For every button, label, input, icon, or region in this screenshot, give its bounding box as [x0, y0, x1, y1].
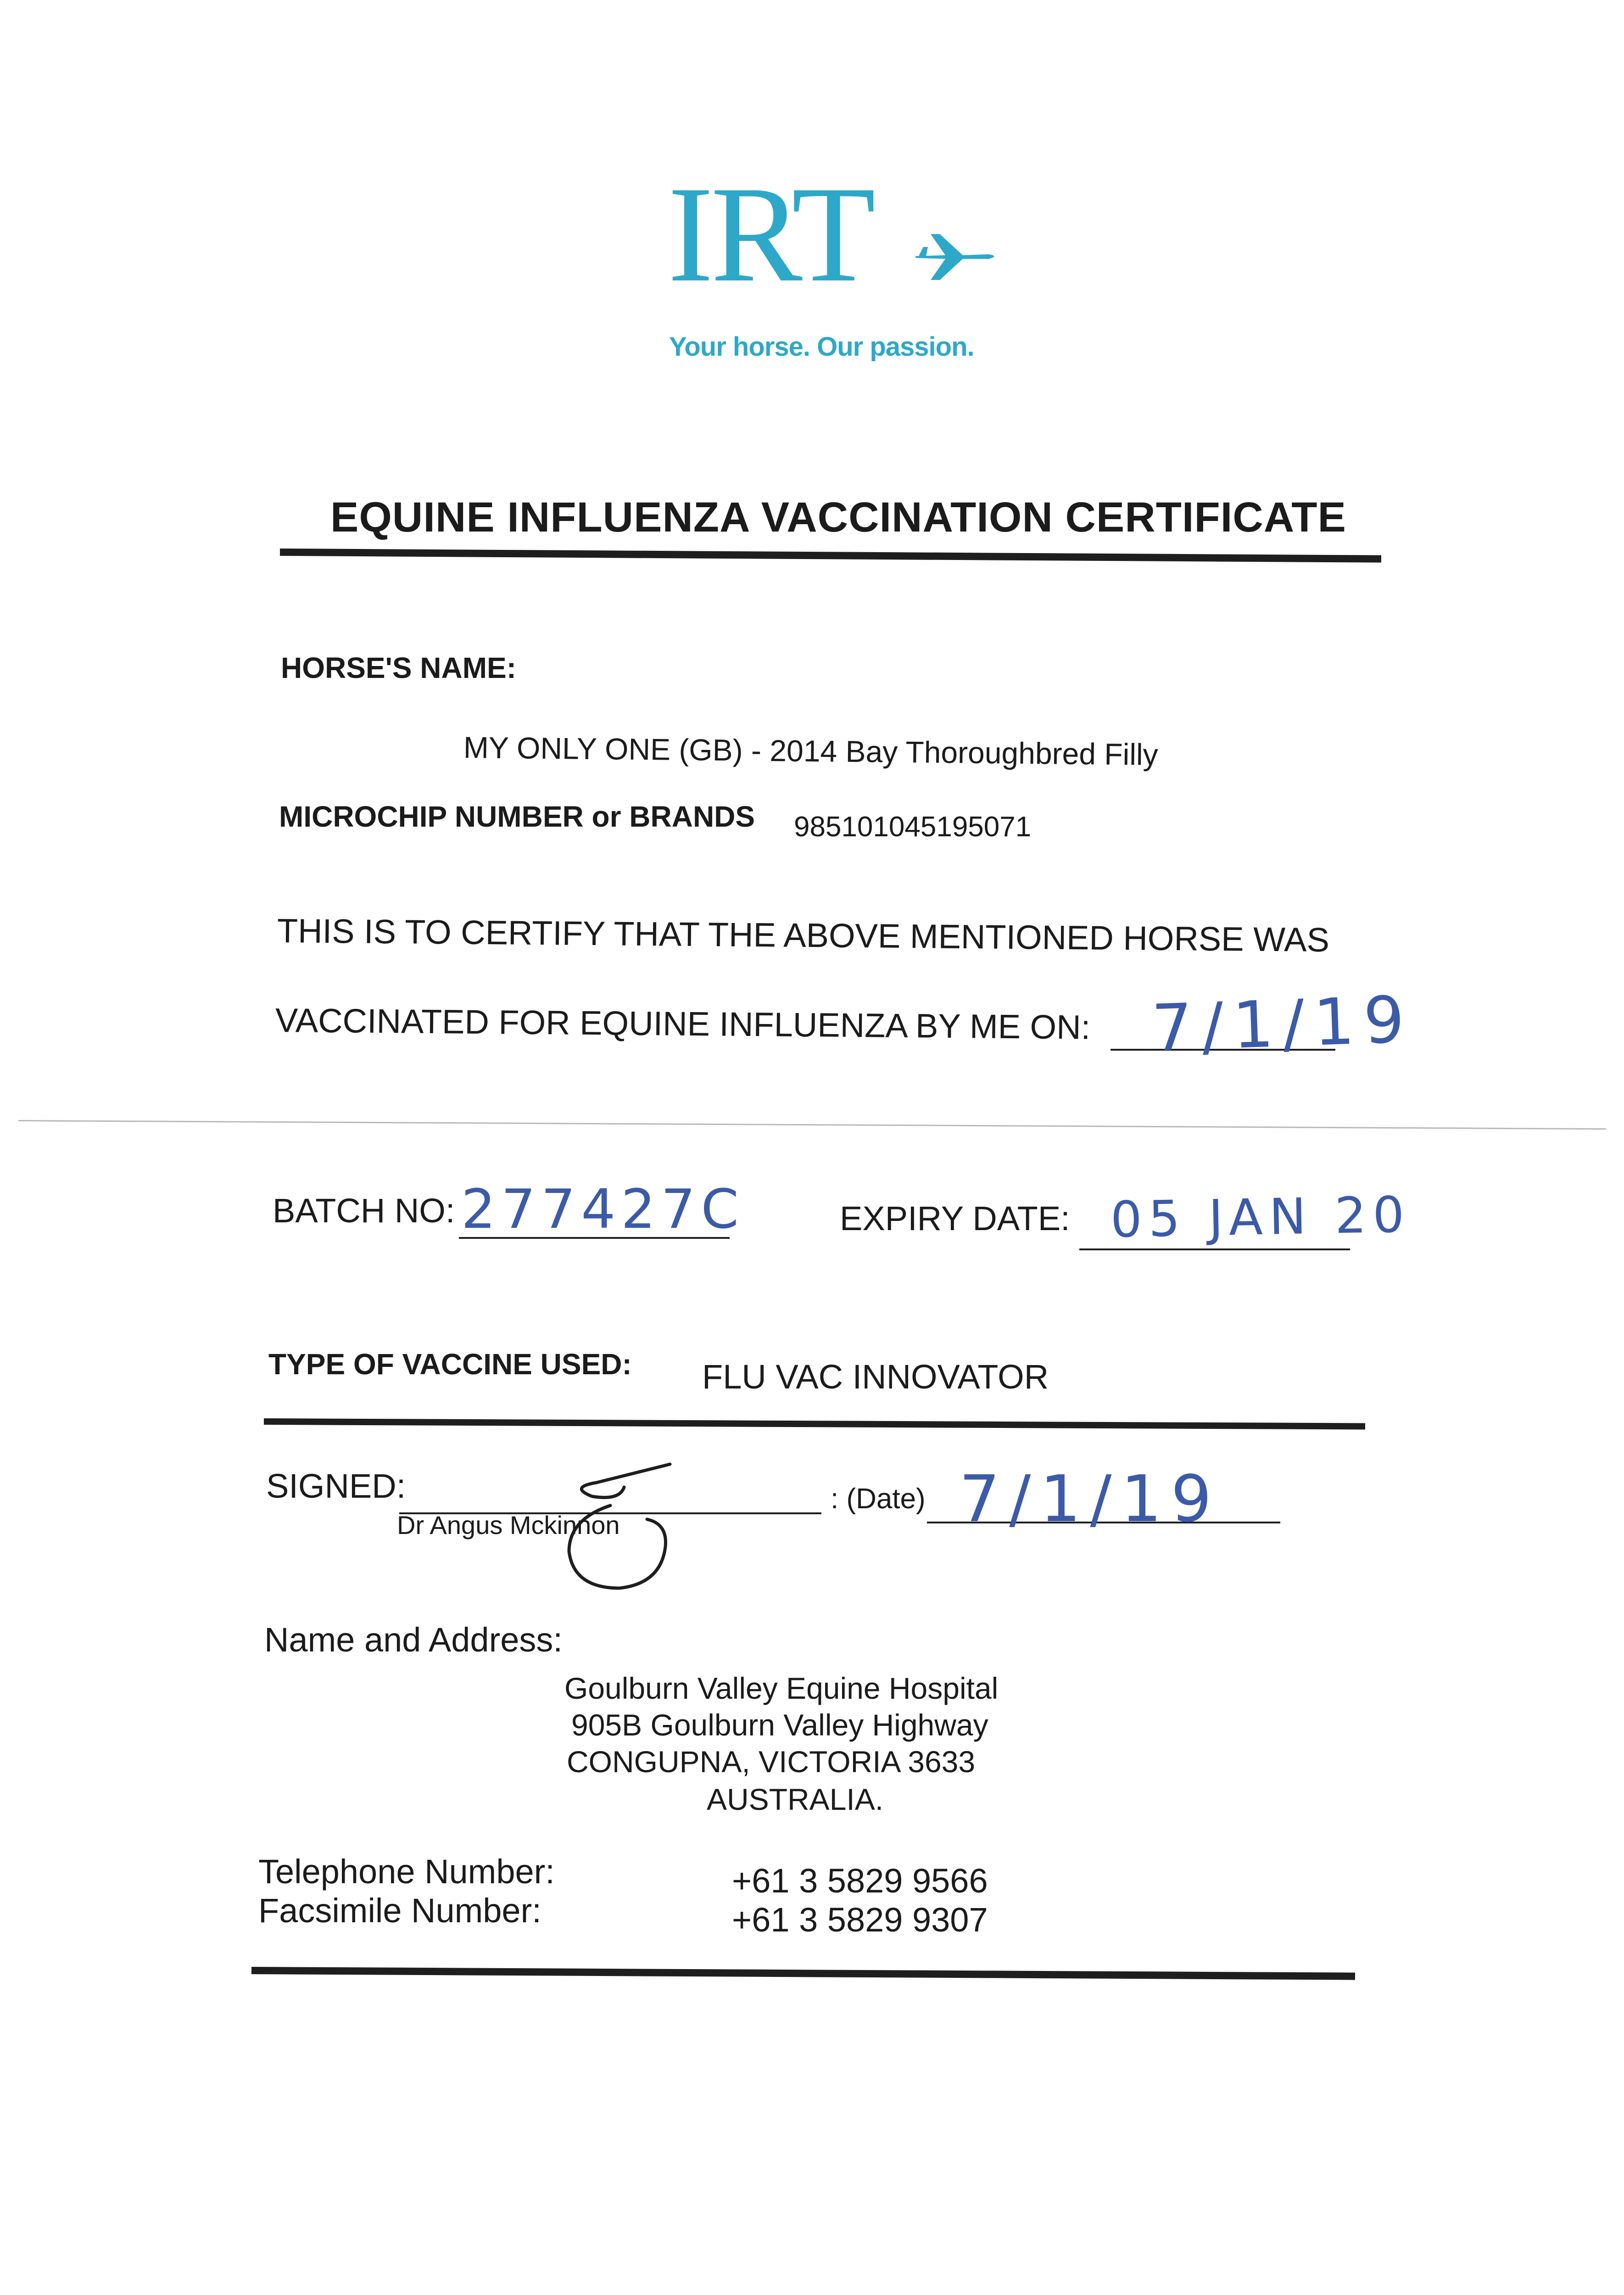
microchip-value: 985101045195071 [794, 811, 1032, 843]
fax-label: Facsimile Number: [258, 1892, 541, 1930]
signature-date-label: : (Date) [831, 1483, 926, 1515]
address-line4: AUSTRALIA. [707, 1782, 884, 1816]
horse-name-value: MY ONLY ONE (GB) - 2014 Bay Thoroughbred Filly [463, 730, 1159, 772]
address-line3: CONGUPNA, VICTORIA 3633 [567, 1745, 976, 1779]
logo-tagline: Your horse. Our passion. [669, 332, 974, 362]
title-underline [280, 549, 1381, 563]
signatory-name: Dr Angus Mckinnon [397, 1511, 620, 1539]
expiry-date-label: EXPIRY DATE: [840, 1199, 1070, 1237]
scan-fold-line [18, 1120, 1606, 1130]
certify-statement-line1: THIS IS TO CERTIFY THAT THE ABOVE MENTIONED HORSE WAS [277, 912, 1330, 959]
horse-name-label: HORSE'S NAME: [281, 651, 517, 684]
name-address-label: Name and Address: [264, 1621, 563, 1659]
vaccine-type-rule [264, 1418, 1365, 1429]
fax-value: +61 3 5829 9307 [732, 1901, 988, 1939]
batch-number-handwritten: 277427C [461, 1177, 744, 1241]
telephone-value: +61 3 5829 9566 [732, 1862, 988, 1900]
signature-date-handwritten: 7/1/19 [959, 1462, 1221, 1537]
irt-logo: IRT [668, 158, 873, 310]
vaccination-date-handwritten: 7/1/19 [1150, 982, 1415, 1066]
certificate-title: EQUINE INFLUENZA VACCINATION CERTIFICATE [330, 494, 1346, 541]
expiry-date-handwritten: 05 JAN 20 [1110, 1186, 1412, 1249]
telephone-label: Telephone Number: [258, 1853, 555, 1891]
certify-statement-line2: VACCINATED FOR EQUINE INFLUENZA BY ME ON: [275, 1001, 1091, 1047]
address-line2: 905B Goulburn Valley Highway [571, 1708, 988, 1742]
vaccine-type-label: TYPE OF VACCINE USED: [268, 1348, 632, 1381]
batch-number-label: BATCH NO: [273, 1192, 455, 1230]
vaccine-type-value: FLU VAC INNOVATOR [702, 1358, 1049, 1396]
signed-label: SIGNED: [266, 1467, 406, 1505]
microchip-label: MICROCHIP NUMBER or BRANDS [279, 800, 755, 833]
address-line1: Goulburn Valley Equine Hospital [564, 1671, 999, 1705]
bottom-rule [251, 1967, 1355, 1980]
plane-icon [913, 230, 1000, 285]
